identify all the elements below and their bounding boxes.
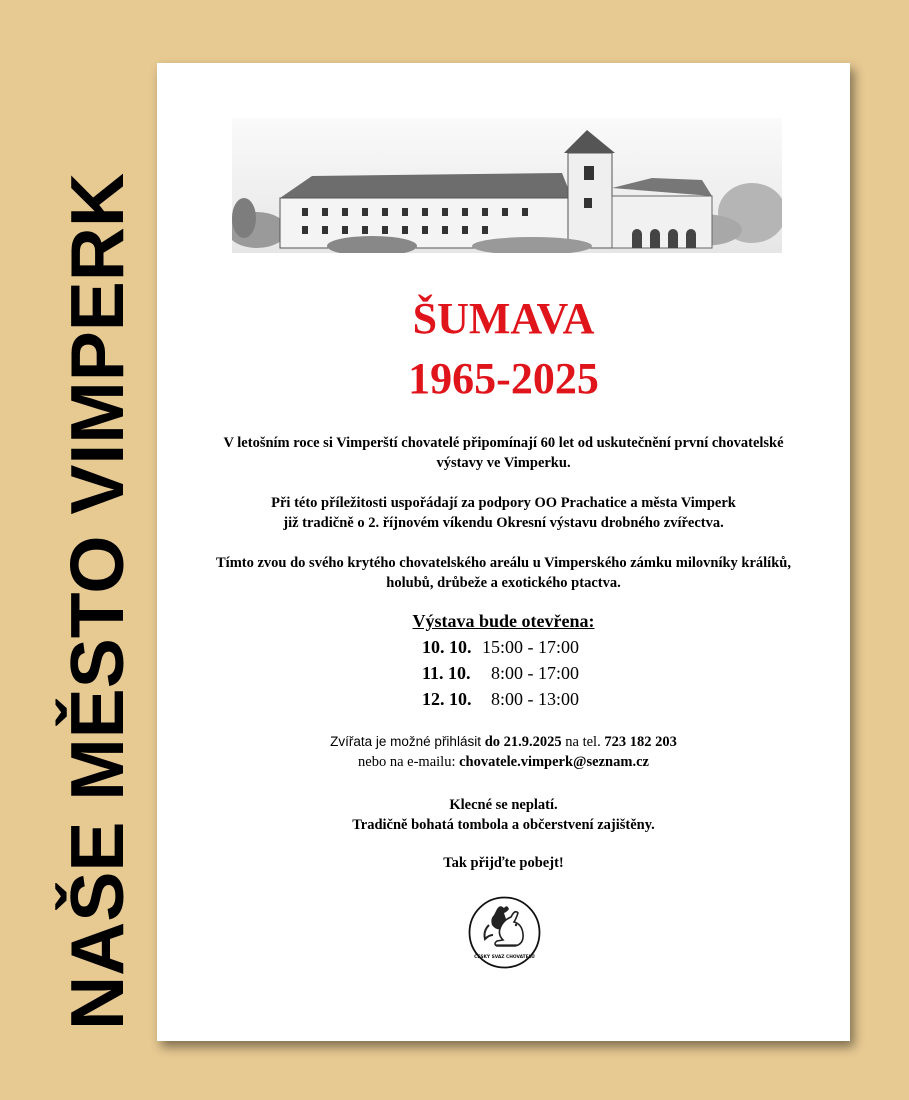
contact-line-email: [157, 754, 850, 771]
headline-sumava: ŠUMAVA: [412, 294, 595, 343]
paragraph-line: V letošním roce si Vimperští chovatelé připomínají 60 let od uskutečnění první chovatelské: [223, 435, 784, 451]
logo-text: ČESKÝ SVAZ CHOVATELŮ: [474, 955, 535, 960]
phone-number: 723 182 203: [604, 734, 677, 750]
paragraph-line: holubů, drůbeže a exotického ptactva.: [386, 575, 621, 591]
opening-date: 11. 10.: [422, 663, 471, 683]
paragraph-line: již tradičně o 2. říjnovém víkendu Okresní výstavu drobného zvířectva.: [283, 515, 724, 531]
opening-hours-row: [422, 663, 579, 684]
contact-text: Zvířata je možné přihlásit: [330, 734, 485, 749]
opening-time: 8:00 - 17:00: [482, 663, 579, 683]
email-address[interactable]: chovatele.vimperk@seznam.cz: [459, 754, 649, 770]
castle-illustration: [232, 118, 782, 253]
poster: [157, 63, 850, 1041]
paragraph-occasion: [177, 493, 830, 533]
opening-date: 12. 10.: [422, 689, 472, 709]
opening-hours-row: [422, 689, 579, 710]
contact-line-phone: [157, 734, 850, 751]
footer-fee-note: Klecné se neplatí.: [449, 797, 558, 813]
paragraph-invitation: [177, 553, 830, 593]
opening-hours-row: [422, 637, 579, 658]
breeders-union-logo: [467, 895, 542, 970]
paragraph-line: výstavy ve Vimperku.: [436, 455, 571, 471]
opening-date: 10. 10.: [422, 637, 472, 657]
opening-time: 15:00 - 17:00: [482, 637, 579, 657]
paragraph-intro: [177, 433, 830, 473]
opening-time: 8:00 - 13:00: [482, 689, 579, 709]
paragraph-line: Při této příležitosti uspořádají za podpory OO Prachatice a města Vimperk: [271, 495, 736, 511]
headline-years: 1965-2025: [408, 354, 599, 403]
registration-deadline: do 21.9.2025: [484, 734, 562, 750]
contact-text: nebo na e-mailu:: [358, 754, 460, 770]
footer-tombola-note: Tradičně bohatá tombola a občerstvení zajištěny.: [352, 817, 655, 833]
side-title: NAŠE MĚSTO VIMPERK: [55, 172, 139, 1030]
opening-hours-title: Výstava bude otevřena:: [412, 611, 595, 631]
footer-invite: Tak přijďte pobejt!: [443, 855, 564, 871]
paragraph-line: Tímto zvou do svého krytého chovatelského areálu u Vimperského zámku milovníky králíků,: [216, 555, 791, 571]
contact-text: na tel.: [561, 734, 605, 750]
